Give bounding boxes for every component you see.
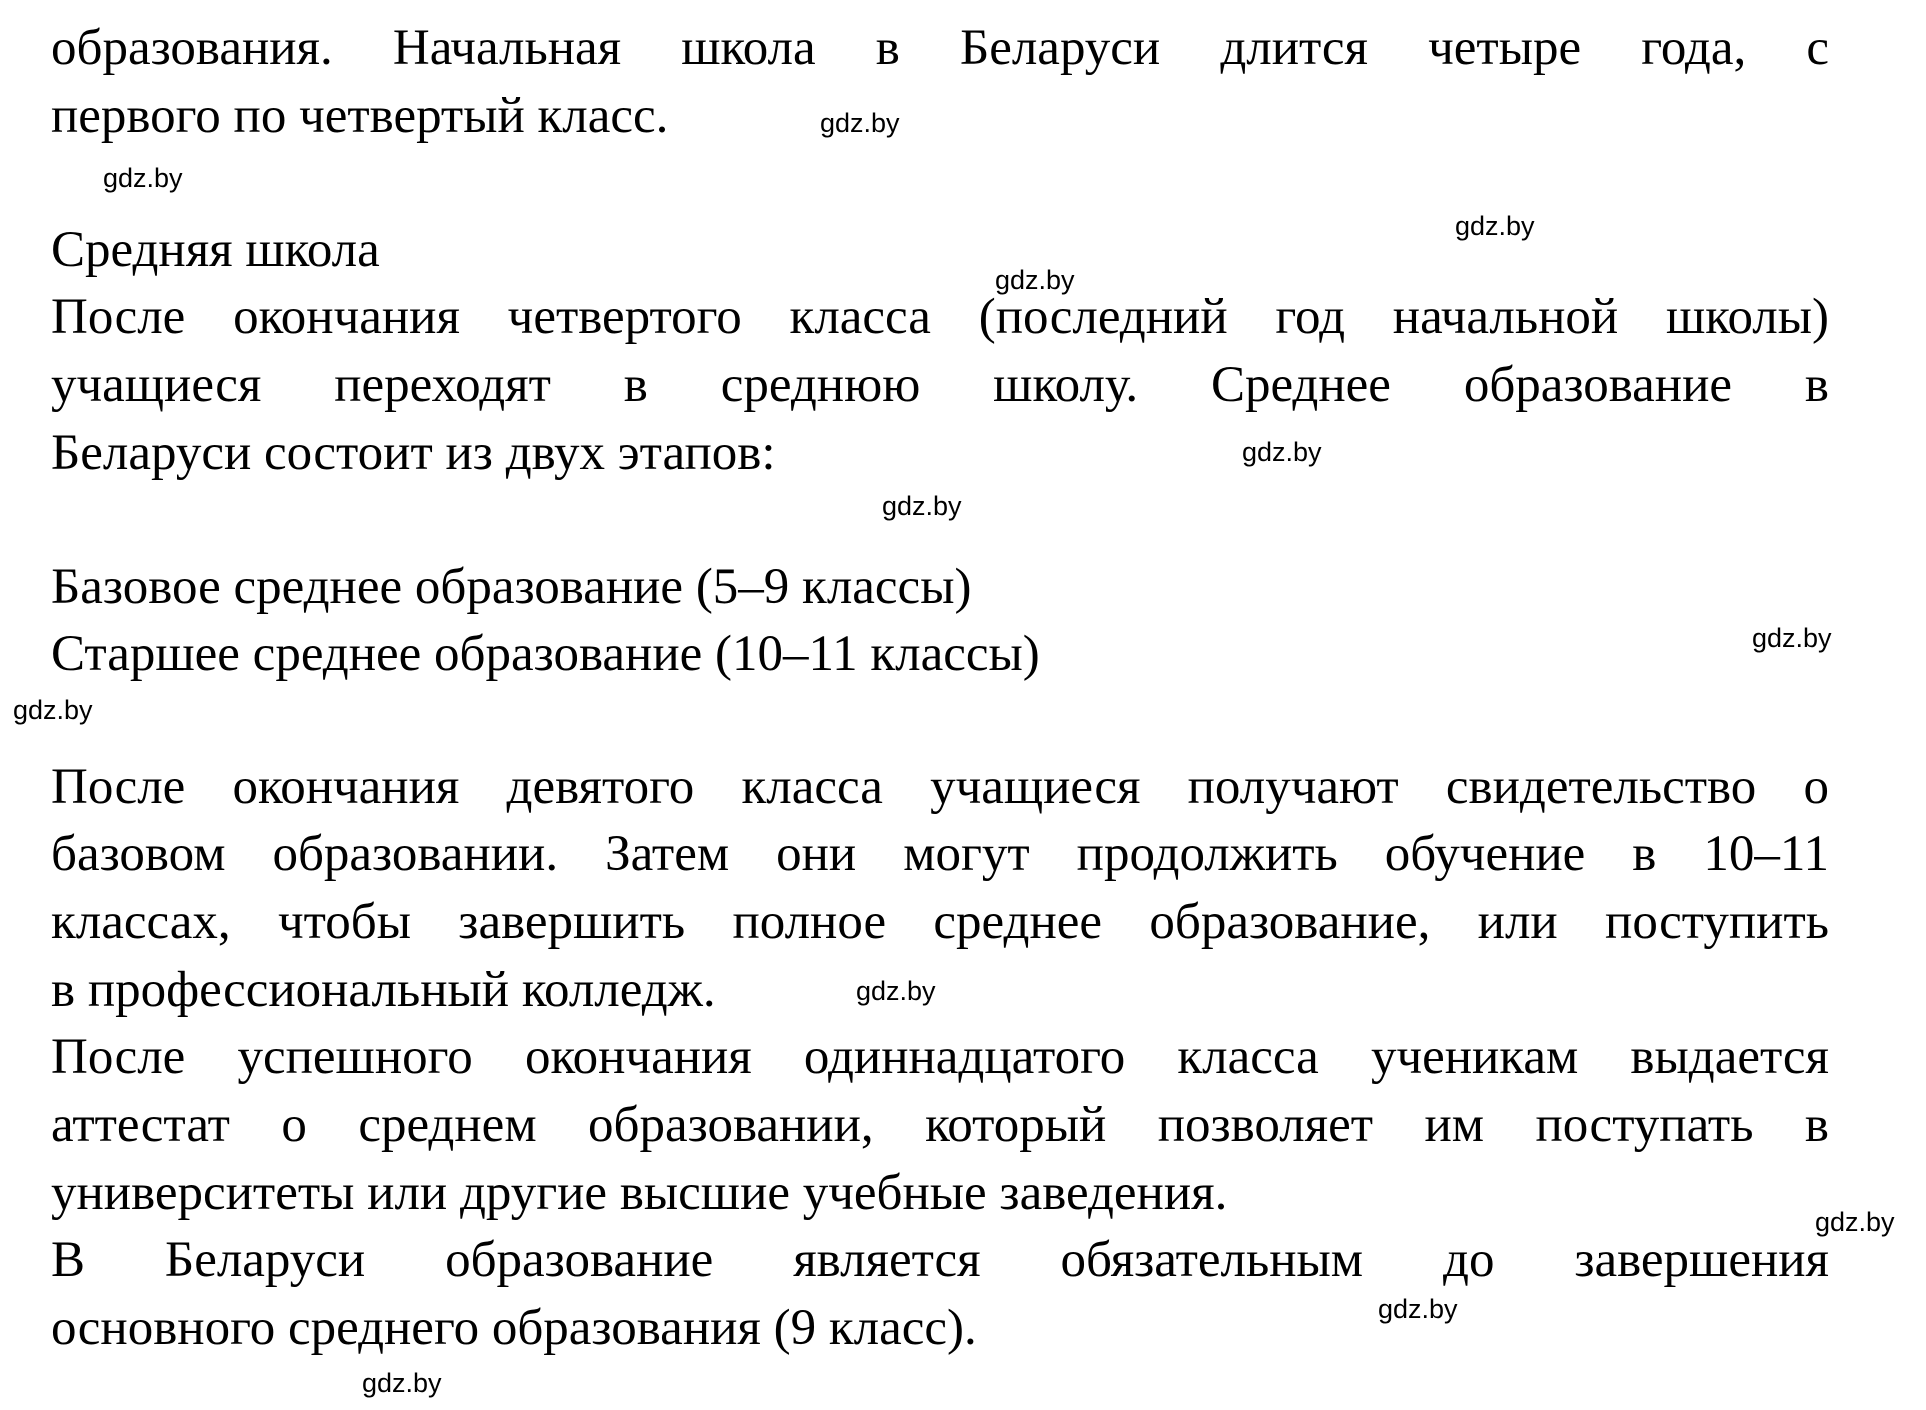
watermark: gdz.by bbox=[1455, 211, 1535, 241]
text-line: После успешного окончания одиннадцатого класса ученикам выдается bbox=[51, 1029, 1829, 1085]
watermark: gdz.by bbox=[995, 265, 1075, 295]
text-line: первого по четвертый класс. bbox=[51, 88, 669, 144]
watermark: gdz.by bbox=[103, 163, 183, 193]
watermark: gdz.by bbox=[856, 976, 936, 1006]
watermark: gdz.by bbox=[882, 491, 962, 521]
text-line: После окончания четвертого класса (последний год начальной школы) bbox=[51, 289, 1829, 345]
watermark: gdz.by bbox=[362, 1368, 442, 1398]
text-line: После окончания девятого класса учащиеся получают свидетельство о bbox=[51, 759, 1829, 815]
text-line: аттестат о среднем образовании, который позволяет им поступать в bbox=[51, 1097, 1829, 1153]
watermark: gdz.by bbox=[1378, 1294, 1458, 1324]
text-line: классах, чтобы завершить полное среднее образование, или поступить bbox=[51, 894, 1829, 950]
text-line: В Беларуси образование является обязательным до завершения bbox=[51, 1232, 1829, 1288]
section-heading: Средняя школа bbox=[51, 222, 380, 278]
list-item: Старшее среднее образование (10–11 классы) bbox=[51, 626, 1040, 682]
text-line: университеты или другие высшие учебные заведения. bbox=[51, 1165, 1228, 1221]
watermark: gdz.by bbox=[1242, 437, 1322, 467]
text-line: основного среднего образования (9 класс). bbox=[51, 1300, 977, 1356]
watermark: gdz.by bbox=[13, 695, 93, 725]
text-line: в профессиональный колледж. bbox=[51, 962, 716, 1018]
text-line: Беларуси состоит из двух этапов: bbox=[51, 425, 776, 481]
text-line: образования. Начальная школа в Беларуси длится четыре года, с bbox=[51, 20, 1829, 76]
list-item: Базовое среднее образование (5–9 классы) bbox=[51, 559, 972, 615]
watermark: gdz.by bbox=[1752, 623, 1832, 653]
text-line: учащиеся переходят в среднюю школу. Среднее образование в bbox=[51, 357, 1829, 413]
watermark: gdz.by bbox=[1815, 1207, 1895, 1237]
text-line: базовом образовании. Затем они могут продолжить обучение в 10–11 bbox=[51, 826, 1829, 882]
watermark: gdz.by bbox=[820, 108, 900, 138]
